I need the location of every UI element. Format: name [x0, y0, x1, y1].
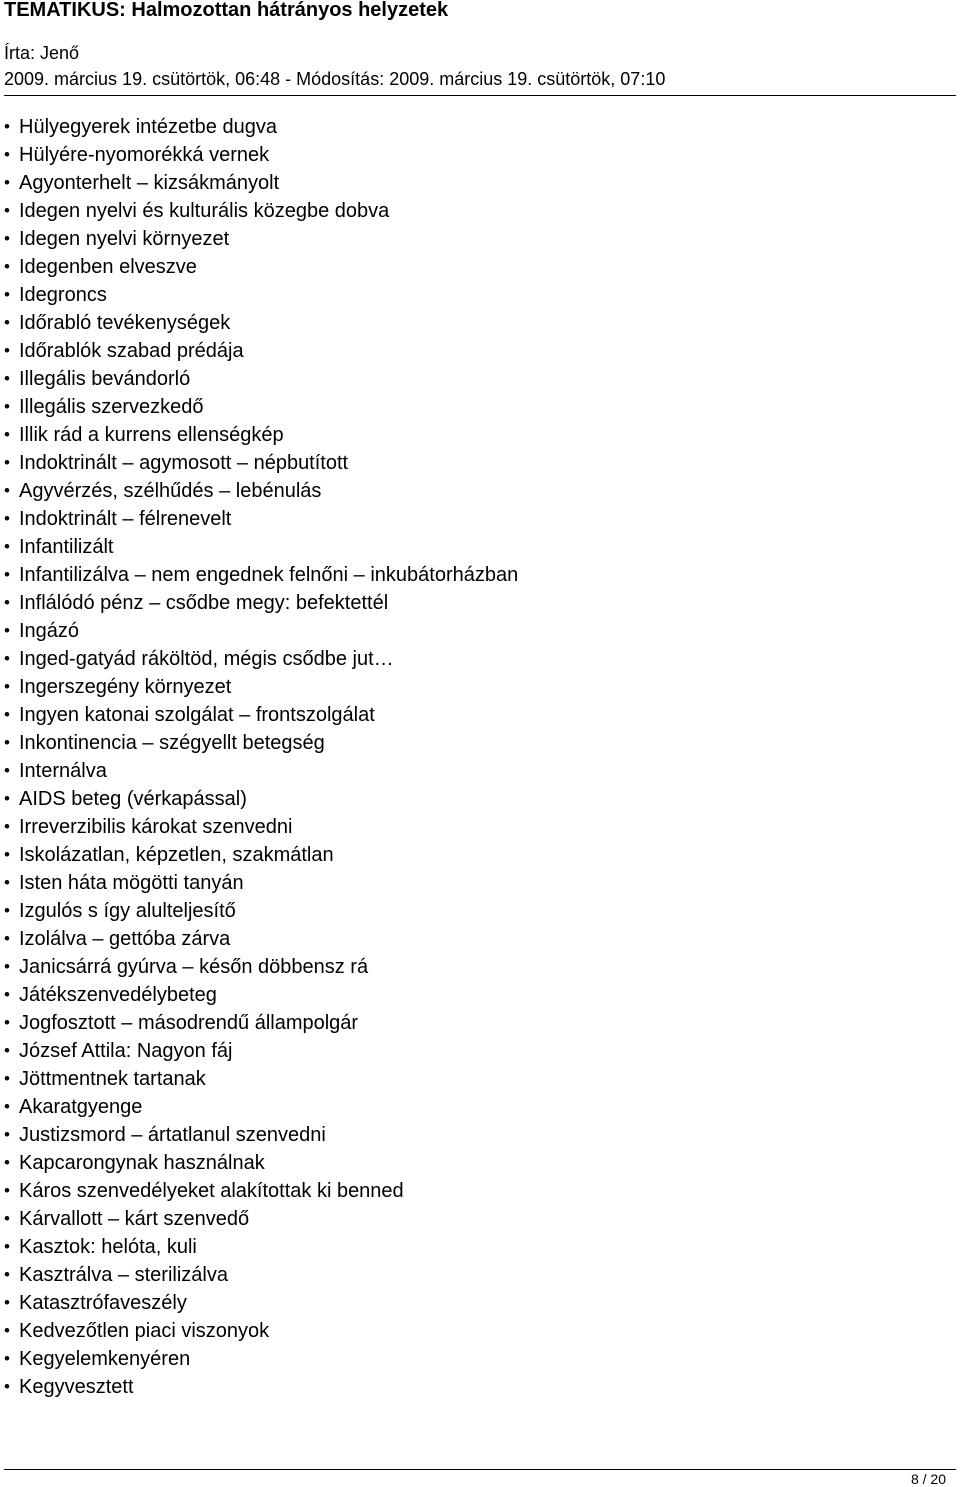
list-item [0, 281, 518, 309]
list-item [0, 113, 518, 141]
bullet-icon: • [4, 313, 10, 332]
bullet-icon: • [4, 229, 10, 248]
list-item-text: Ingyen katonai szolgálat – frontszolgálat [19, 704, 375, 726]
list-item-text: Káros szenvedélyeket alakítottak ki benned [19, 1180, 404, 1202]
bullet-icon: • [4, 1041, 10, 1060]
bullet-icon: • [4, 929, 10, 948]
list-item-text: Jogfosztott – másodrendű állampolgár [19, 1012, 359, 1034]
bullet-icon: • [4, 341, 10, 360]
list-item [0, 1261, 518, 1289]
list-item [0, 729, 518, 757]
list-item [0, 449, 518, 477]
list-item-text: Indoktrinált – agymosott – népbutított [19, 452, 349, 474]
list-item [0, 421, 518, 449]
bullet-icon: • [4, 1153, 10, 1172]
bullet-icon: • [4, 1097, 10, 1116]
list-item [0, 589, 518, 617]
list-item-text: Kegyvesztett [19, 1376, 134, 1398]
bullet-icon: • [4, 649, 10, 668]
bullet-icon: • [4, 1181, 10, 1200]
bullet-icon: • [4, 1377, 10, 1396]
list-item-text: Akaratgyenge [19, 1096, 143, 1118]
list-item [0, 869, 518, 897]
bullet-icon: • [4, 957, 10, 976]
list-item [0, 1093, 518, 1121]
bullet-icon: • [4, 1209, 10, 1228]
list-item [0, 533, 518, 561]
list-item-text: Ingerszegény környezet [19, 676, 232, 698]
list-item [0, 1205, 518, 1233]
bullet-icon: • [4, 901, 10, 920]
bullet-icon: • [4, 873, 10, 892]
list-item [0, 701, 518, 729]
list-item-text: Katasztrófaveszély [19, 1292, 187, 1314]
bullet-icon: • [4, 565, 10, 584]
list-item-text: Kedvezőtlen piaci viszonyok [19, 1320, 270, 1342]
list-item [0, 1009, 518, 1037]
list-item-text: Isten háta mögötti tanyán [19, 872, 244, 894]
list-item-text: Agyvérzés, szélhűdés – lebénulás [19, 480, 322, 502]
bullet-icon: • [4, 845, 10, 864]
footer-divider [4, 1469, 956, 1470]
list-item-text: Kegyelemkenyéren [19, 1348, 191, 1370]
list-item [0, 673, 518, 701]
bullet-icon: • [4, 761, 10, 780]
list-item-text: Infantilizálva – nem engednek felnőni – inkubátorházban [19, 564, 519, 586]
list-item [0, 617, 518, 645]
list-item [0, 253, 518, 281]
bullet-icon: • [4, 285, 10, 304]
list-item-text: Izgulós s így alulteljesítő [19, 900, 236, 922]
list-item [0, 1345, 518, 1373]
list-item-text: Kárvallott – kárt szenvedő [19, 1208, 250, 1230]
list-item-text: Internálva [19, 760, 107, 782]
bullet-icon: • [4, 537, 10, 556]
bullet-icon: • [4, 1293, 10, 1312]
bullet-icon: • [4, 453, 10, 472]
list-item-text: Inged-gatyád ráköltöd, mégis csődbe jut… [19, 648, 394, 670]
bullet-icon: • [4, 509, 10, 528]
author-line: Írta: Jenő [4, 43, 80, 63]
list-item [0, 365, 518, 393]
bullet-icon: • [4, 1237, 10, 1256]
bullet-icon: • [4, 789, 10, 808]
list-item [0, 1317, 518, 1345]
list-item-text: Idegroncs [19, 284, 107, 306]
list-item [0, 393, 518, 421]
list-item [0, 645, 518, 673]
bullet-icon: • [4, 173, 10, 192]
list-item-text: Agyonterhelt – kizsákmányolt [19, 172, 280, 194]
list-item-text: Kasztrálva – sterilizálva [19, 1264, 228, 1286]
bullet-icon: • [4, 705, 10, 724]
list-item [0, 141, 518, 169]
bullet-icon: • [4, 817, 10, 836]
list-item-text: Idegen nyelvi környezet [19, 228, 230, 250]
list-item [0, 169, 518, 197]
list-item [0, 925, 518, 953]
list-item [0, 757, 518, 785]
list-item [0, 505, 518, 533]
document-title: TEMATIKUS: Halmozottan hátrányos helyzetek [4, 0, 449, 21]
list-item-text: Időrabló tevékenységek [19, 312, 231, 334]
page-number: 8 / 20 [910, 1471, 946, 1487]
list-item-text: Izolálva – gettóba zárva [19, 928, 231, 950]
list-item [0, 897, 518, 925]
bullet-icon: • [4, 1013, 10, 1032]
list-item [0, 561, 518, 589]
list-item [0, 1121, 518, 1149]
bullet-icon: • [4, 117, 10, 136]
list-item [0, 1289, 518, 1317]
list-item [0, 1149, 518, 1177]
list-item-text: József Attila: Nagyon fáj [19, 1040, 233, 1062]
list-item [0, 477, 518, 505]
list-item-text: Kapcarongynak használnak [19, 1152, 265, 1174]
bullet-icon: • [4, 621, 10, 640]
list-item [0, 785, 518, 813]
list-item-text: Hülyére-nyomorékká vernek [19, 144, 270, 166]
bullet-icon: • [4, 481, 10, 500]
list-item-text: Kasztok: helóta, kuli [19, 1236, 197, 1258]
list-item-text: Irreverzibilis károkat szenvedni [19, 816, 293, 838]
list-item-text: Illegális bevándorló [19, 368, 191, 390]
list-item [0, 197, 518, 225]
list-item-text: Janicsárrá gyúrva – későn döbbensz rá [19, 956, 369, 978]
bullet-icon: • [4, 1349, 10, 1368]
bullet-icon: • [4, 425, 10, 444]
list-item-text: Jöttmentnek tartanak [19, 1068, 206, 1090]
list-item [0, 1373, 518, 1401]
list-item [0, 813, 518, 841]
list-item-text: Illegális szervezkedő [19, 396, 204, 418]
list-item-text: Justizsmord – ártatlanul szenvedni [19, 1124, 326, 1146]
list-item-text: Játékszenvedélybeteg [19, 984, 217, 1006]
list-item-text: Idegen nyelvi és kulturális közegbe dobva [19, 200, 390, 222]
list-item [0, 841, 518, 869]
header-divider [4, 95, 956, 96]
bullet-list [0, 113, 518, 1401]
bullet-icon: • [4, 593, 10, 612]
list-item-text: Ingázó [19, 620, 80, 642]
list-item-text: Indoktrinált – félrenevelt [19, 508, 232, 530]
list-item-text: Inflálódó pénz – csődbe megy: befektettél [19, 592, 389, 614]
bullet-icon: • [4, 1125, 10, 1144]
list-item [0, 1065, 518, 1093]
list-item [0, 1177, 518, 1205]
list-item-text: Időrablók szabad prédája [19, 340, 244, 362]
date-line: 2009. március 19. csütörtök, 06:48 - Módosítás: 2009. március 19. csütörtök, 07:10 [4, 69, 666, 89]
bullet-icon: • [4, 1321, 10, 1340]
list-item [0, 309, 518, 337]
list-item [0, 1037, 518, 1065]
list-item [0, 337, 518, 365]
list-item-text: Iskolázatlan, képzetlen, szakmátlan [19, 844, 334, 866]
list-item-text: Infantilizált [19, 536, 114, 558]
list-item [0, 981, 518, 1009]
list-item-text: AIDS beteg (vérkapással) [19, 788, 247, 810]
list-item [0, 225, 518, 253]
list-item-text: Hülyegyerek intézetbe dugva [19, 116, 277, 138]
bullet-icon: • [4, 733, 10, 752]
bullet-icon: • [4, 985, 10, 1004]
list-item-text: Illik rád a kurrens ellenségkép [19, 424, 284, 446]
bullet-icon: • [4, 397, 10, 416]
list-item [0, 1233, 518, 1261]
bullet-icon: • [4, 1265, 10, 1284]
bullet-icon: • [4, 369, 10, 388]
bullet-icon: • [4, 677, 10, 696]
bullet-icon: • [4, 145, 10, 164]
list-item-text: Inkontinencia – szégyellt betegség [19, 732, 325, 754]
bullet-icon: • [4, 257, 10, 276]
list-item [0, 953, 518, 981]
bullet-icon: • [4, 1069, 10, 1088]
bullet-icon: • [4, 201, 10, 220]
list-item-text: Idegenben elveszve [19, 256, 197, 278]
